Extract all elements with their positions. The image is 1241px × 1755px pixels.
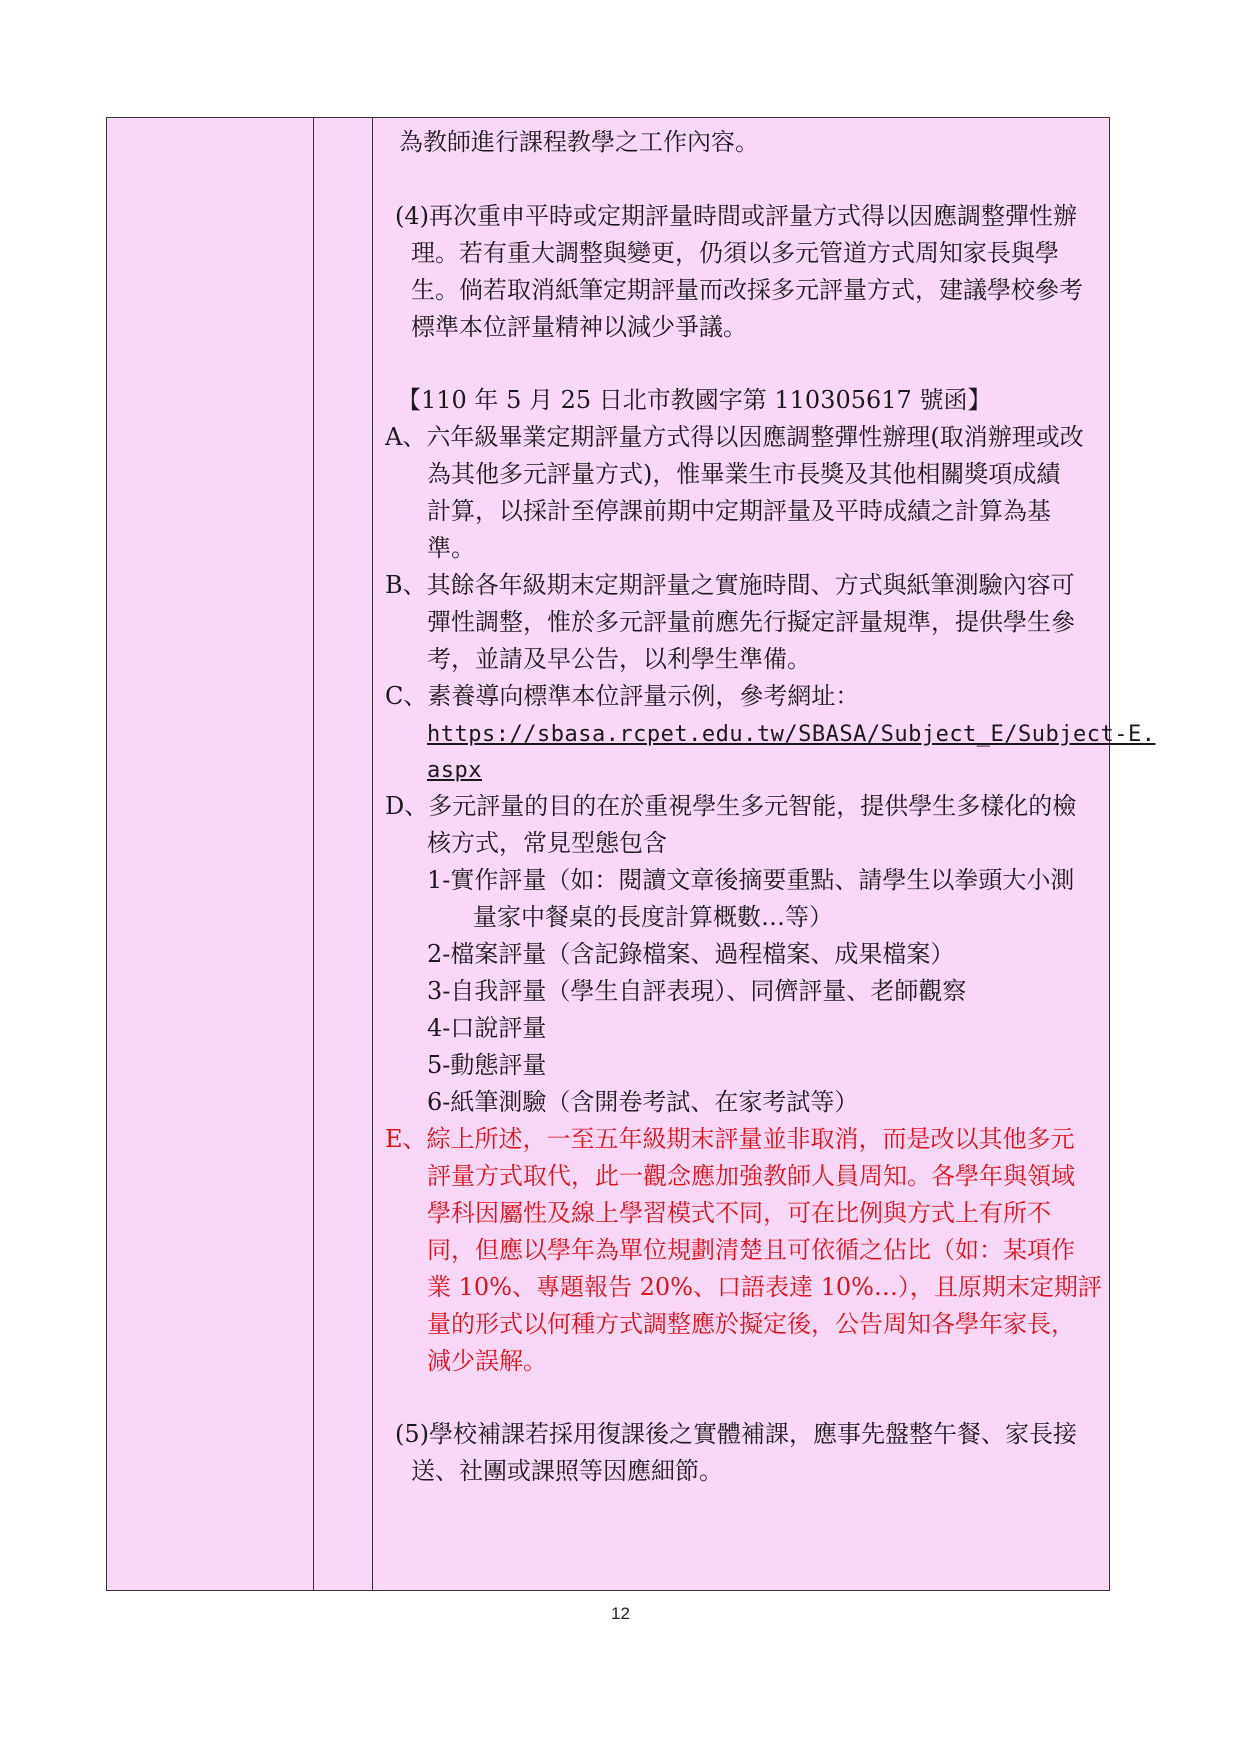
item-b-line: 考，並請及早公告，以利學生準備。 (427, 645, 811, 673)
item-a-line: 為其他多元評量方式)，惟畢業生市長獎及其他相關獎項成績 (427, 460, 1061, 488)
item-4-line: 理。若有重大調整與變更，仍須以多元管道方式周知家長與學 (411, 239, 1059, 267)
item-d-subitem: 量家中餐桌的長度計算概數…等） (473, 903, 833, 931)
reference-url-link-continued[interactable]: aspx (427, 758, 482, 783)
item-5-line: (5)學校補課若採用復課後之實體補課，應事先盤整午餐、家長接 (395, 1420, 1077, 1448)
item-a-line: 計算，以採計至停課前期中定期評量及平時成績之計算為基 (427, 497, 1051, 525)
item-c-line: C、素養導向標準本位評量示例，參考網址： (385, 682, 860, 710)
table-content-cell (375, 118, 1156, 1590)
item-d-line: D、多元評量的目的在於重視學生多元智能，提供學生多樣化的檢 (385, 792, 1077, 820)
item-a-line: 準。 (427, 534, 475, 562)
item-d-subitem: 6-紙筆測驗（含開卷考試、在家考試等） (427, 1088, 859, 1116)
item-b-line: B、其餘各年級期末定期評量之實施時間、方式與紙筆測驗內容可 (385, 571, 1075, 599)
reference-url-link[interactable]: https://sbasa.rcpet.edu.tw/SBASA/Subject_E/Subject-E. (427, 722, 1156, 747)
item-e-line: 同，但應以學年為單位規劃清楚且可依循之佔比（如：某項作 (427, 1236, 1075, 1264)
item-5-line: 送、社團或課照等因應細節。 (411, 1457, 723, 1485)
item-e-line: E、綜上所述，一至五年級期末評量並非取消，而是改以其他多元 (385, 1125, 1075, 1153)
item-e-line: 評量方式取代，此一觀念應加強教師人員周知。各學年與領域 (427, 1162, 1075, 1190)
item-e-line: 學科因屬性及線上學習模式不同，可在比例與方式上有所不 (427, 1199, 1051, 1227)
item-d-subitem: 3-自我評量（學生自評表現）、同儕評量、老師觀察 (427, 977, 967, 1005)
item-e-line: 量的形式以何種方式調整應於擬定後，公告周知各學年家長， (427, 1310, 1075, 1338)
item-b-line: 彈性調整，惟於多元評量前應先行擬定評量規準，提供學生參 (427, 608, 1075, 636)
item-4-line: 生。倘若取消紙筆定期評量而改採多元評量方式，建議學校參考 (411, 276, 1083, 304)
item-4-line: (4)再次重申平時或定期評量時間或評量方式得以因應調整彈性辦 (395, 202, 1077, 230)
item-a-line: A、六年級畢業定期評量方式得以因應調整彈性辦理(取消辦理或改 (385, 423, 1084, 451)
item-4-line: 標準本位評量精神以減少爭議。 (411, 313, 747, 341)
content-table (106, 117, 1156, 1591)
column-divider (372, 118, 373, 1590)
paragraph-continuation: 為教師進行課程教學之工作內容。 (399, 128, 759, 156)
notice-title: 【110 年 5 月 25 日北市教國字第 110305617 號函】 (397, 386, 992, 414)
item-e-line: 減少誤解。 (427, 1347, 547, 1375)
item-e-line: 業 10%、專題報告 20%、口語表達 10%…），且原期末定期評 (427, 1273, 1102, 1301)
item-d-subitem: 2-檔案評量（含記錄檔案、過程檔案、成果檔案） (427, 940, 955, 968)
item-d-subitem: 5-動態評量 (427, 1051, 547, 1079)
item-d-subitem: 1-實作評量（如：閱讀文章後摘要重點、請學生以拳頭大小測 (427, 866, 1075, 894)
item-d-line: 核方式，常見型態包含 (427, 829, 667, 857)
column-divider (313, 118, 314, 1590)
page-number: 12 (611, 1604, 630, 1623)
item-d-subitem: 4-口說評量 (427, 1014, 547, 1042)
